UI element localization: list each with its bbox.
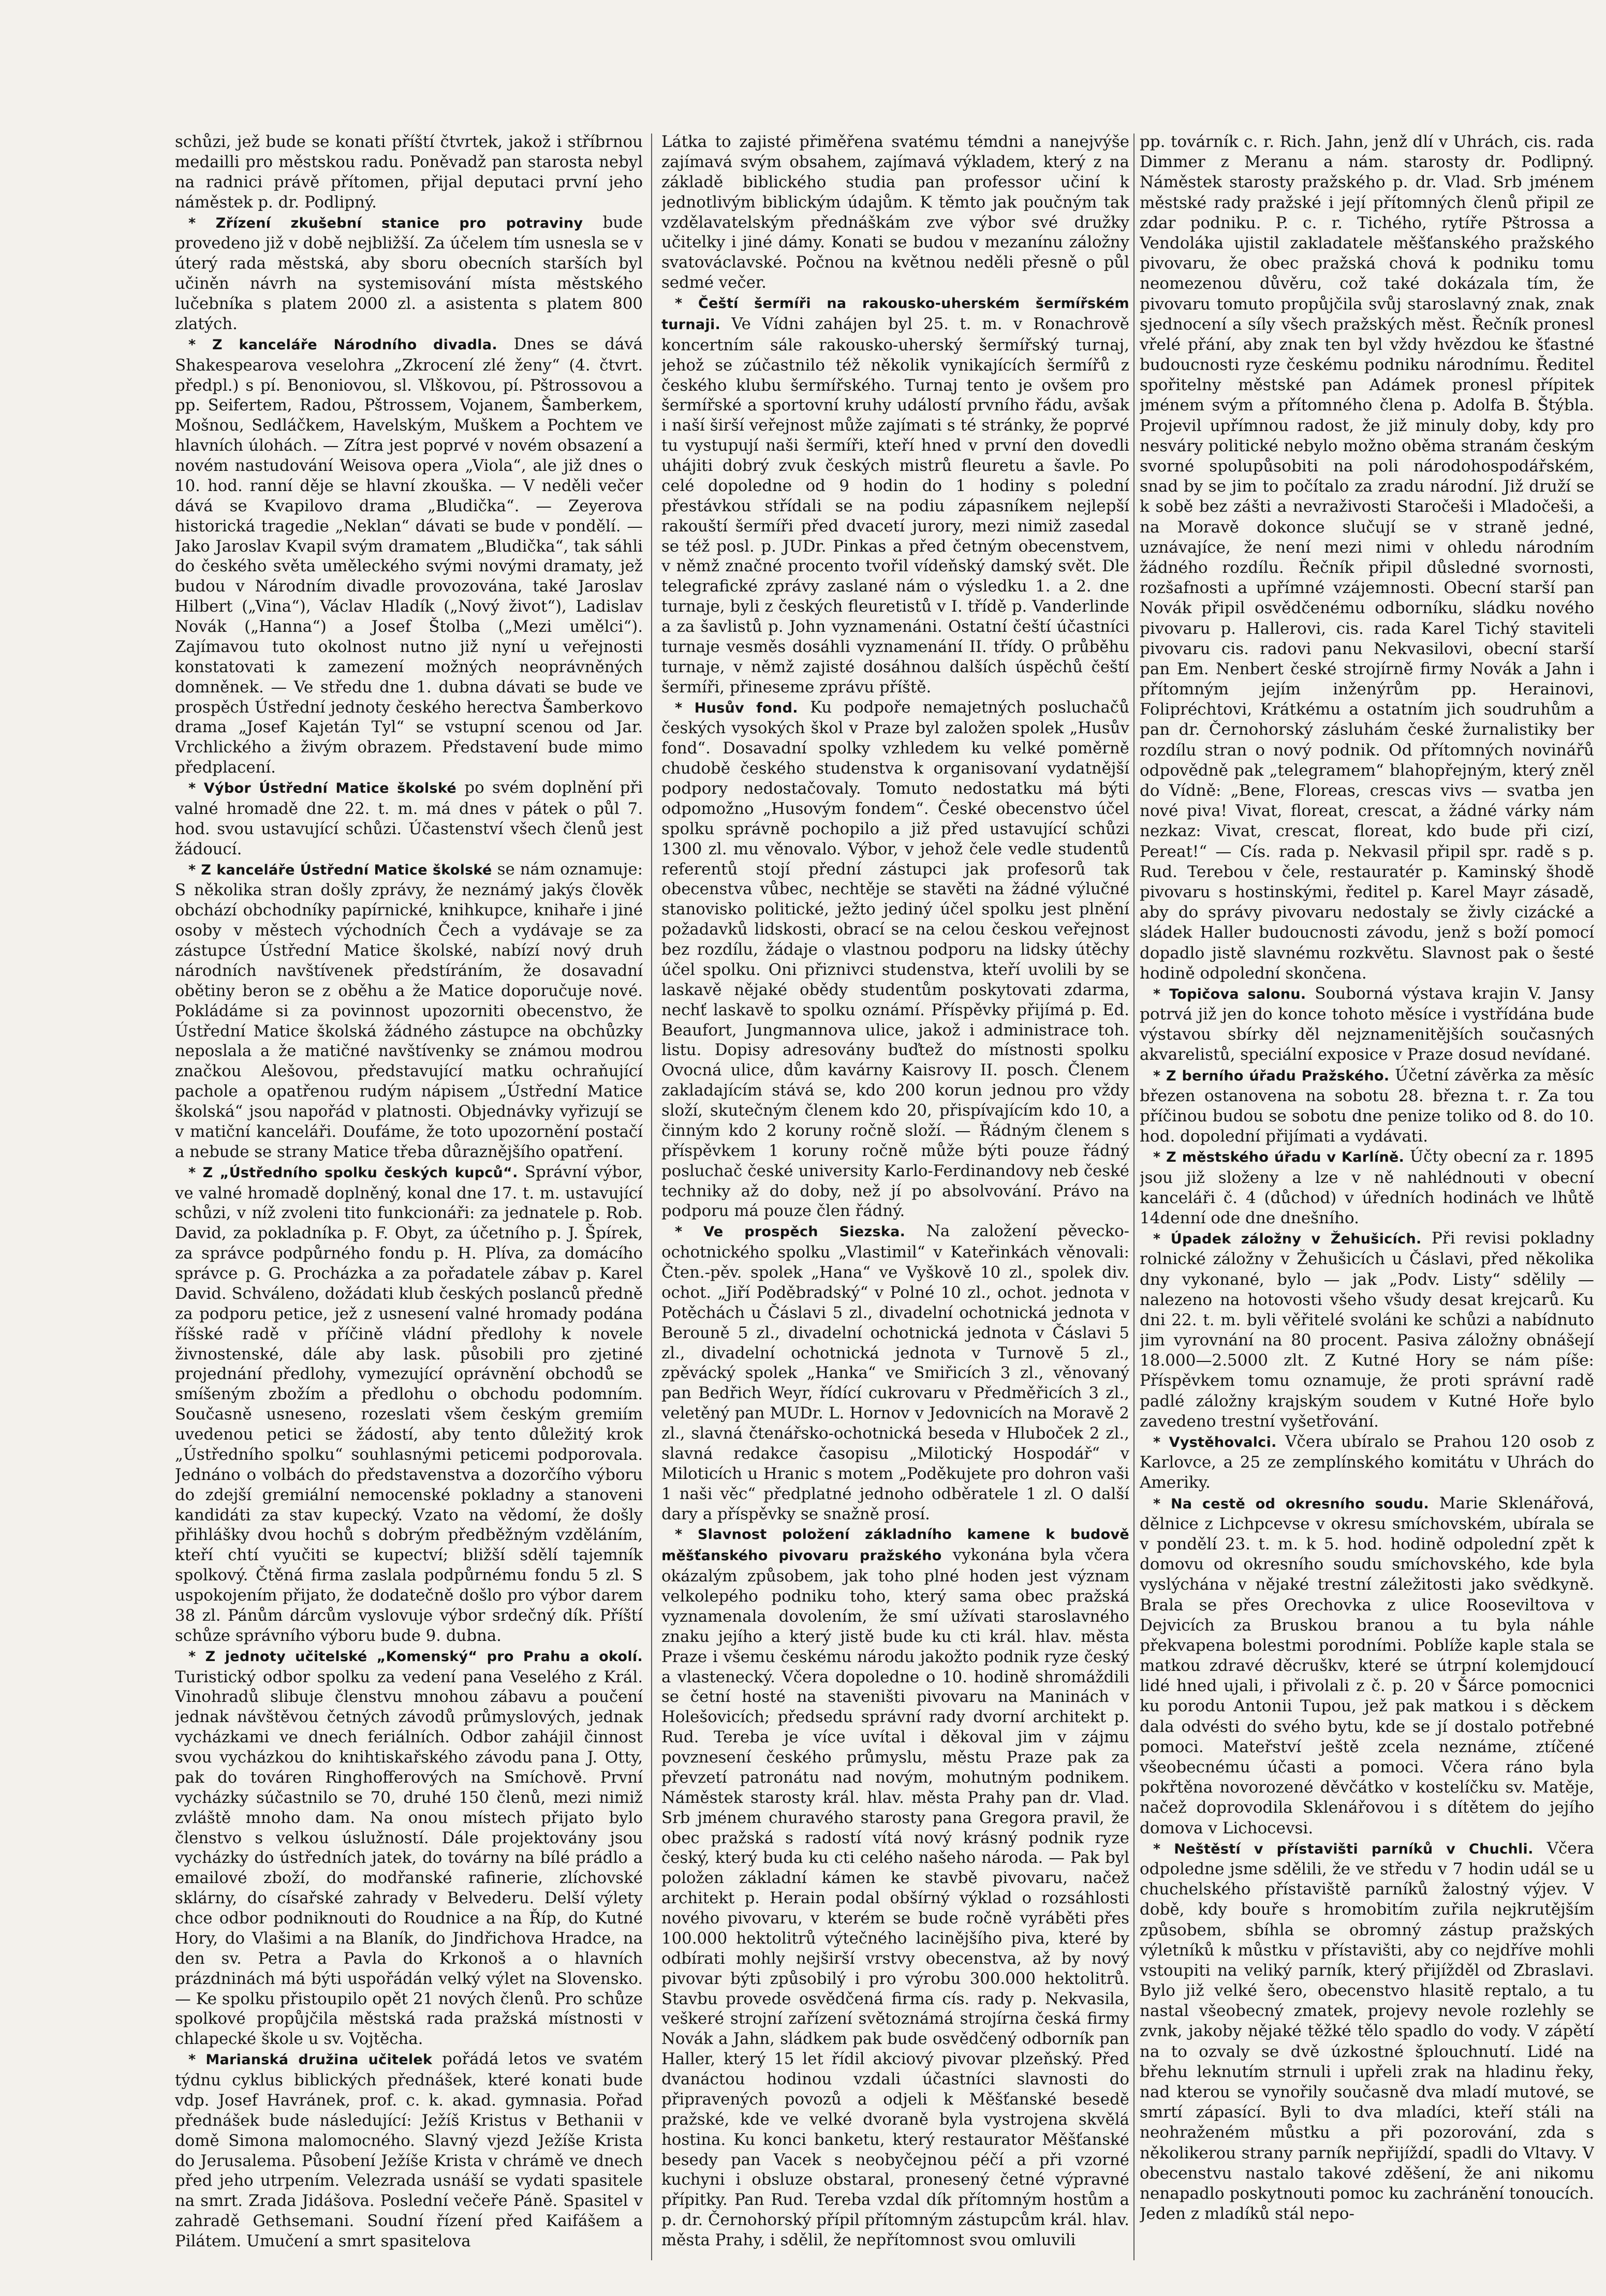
article-paragraph	[1140, 984, 1594, 1065]
article-paragraph	[1140, 1228, 1594, 1432]
article-paragraph	[661, 1221, 1129, 1524]
article-text: bude provedeno již v době nejbližší. Za účelem tím usnesla se v úterý rada městská, aby sboru obecních starších byl učiněn návrh na systemisování místa městského lučebníka s platem 2000 zl. a asistenta s platem 800 zlatých.	[175, 213, 643, 333]
article-heading: * Zřízení zkušební stanice pro potraviny	[188, 215, 583, 231]
article-text: Marie Sklenářová, dělnice z Lichpcevse v okresu smíchovském, ubírala se v pondělí 23. t. m. k 5. hod. hodině odpolední zpět k domovu od okresního soudu smíchovského, kde byla vyslýchána v nějaké trestní záležitosti jako svědkyně. Brala se přes Orechovka z ulice Rooseviltova v Dejvicích za Bruskou branou a tu byla náhle překvapena bolestmi porodními. Poblíže kaple stala se matkou zdravé děcruškv, které se útrpní kolemjdoucí lidé hned ujali, i přivolali z č. p. 20 v Šárce pomocnici ku porodu Antonii Tupou, jež pak matkou i s děckem dala odvésti do svého bytu, kde se jí dostalo potřebné pomoci. Mateřství ještě zcela neznáme, ztíčené všeobecnému účasti a pomoci. Včera ráno byla pokřtěna novorozené děvčátko v kostelíčku sv. Matěje, načež doprovodila Sklenářovou i s dítětem do jejího domova v Lichocevsi.	[1140, 1493, 1594, 1838]
article-paragraph	[175, 213, 643, 334]
article-text: Účetní závěrka za měsíc březen ostanovena na sobotu 28. března t. r. Za tou příčinou budou se sobotu dne penize toliko od 8. do 10. hod. dopolední přijímati a vydávati.	[1140, 1065, 1594, 1146]
article-heading: * Z kanceláře Národního divadla.	[188, 336, 497, 353]
article-paragraph	[1140, 132, 1594, 984]
article-paragraph	[1140, 1432, 1594, 1493]
article-heading: * Z jednoty učitelské „Komenský“ pro Prahu a okolí.	[188, 1648, 643, 1665]
article-text: Při revisi pokladny rolnické záložny v Žehušicích u Čáslavi, před několika dny vykonané, bylo — jak „Podv. Listy“ sdělily — nalezeno na hotovosti všeho všudy desat krejcarů. Ku dni 22. t. m. byli věřitelé svoláni ke schůzi a nabídnuto jim vyrovnání na 80 procent. Pasiva záložny obnášejí 18.000—2.5000 zlt. Z Kutné Hory se nám píše: Příspěvkem tomu oznamuje, že proti správní radě padlé záložny krajským soudem v Kutné Hoře bylo zavedeno trestní vyšetřování.	[1140, 1229, 1594, 1431]
article-text: pořádá letos ve svatém týdnu cyklus biblických přednášek, které konati bude vdp. Josef Havránek, prof. c. k. akad. gymnasia. Pořad přednášek bude následující: Ježíš Kristus v Bethanii v domě Simona malomocného. Slavný vjezd Ježíše Krista do Jerusalema. Působení Ježíše Krista v chrámě ve dnech před jeho utrpením. Velezrada usnáší se vydati spasitele na smrt. Zrada Jidášova. Poslední večeře Páně. Spasitel v zahradě Gethsemani. Soudní řízení před Kaifášem a Pilátem. Umučení a smrt spasitelova	[175, 2050, 643, 2250]
article-heading: * Čeští šermíři na rakousko-uherském šermířském turnaji.	[661, 295, 1129, 333]
article-text: Dnes se dává Shakespearova veselohra „Zkrocení zlé ženy“ (4. čtvrt. předpl.) s pí. Benoniovou, sl. Vlškovou, pí. Pštrossovou a pp. Seifertem, Radou, Pštrossem, Vojanem, Šamberkem, Mošnou, Sedláčkem, Havelským, Muškem a Pochtem ve hlavních úlohách. — Zítra jest poprvé v novém obsazení a novém nastudování Weisova opera „Viola“, ale již dnes o 10. hod. ranní děje se hlavní zkouška. — V neděli večer dává se Kvapilovo drama „Bludička“. — Zeyerova historická tragedie „Neklan“ dávati se bude v pondělí. — Jako Jaroslav Kvapil svým dramatem „Bludička“, tak sáhli do českého světa uměleckého svými novými dramaty, jež budou v Národním divadle provozována, také Jaroslav Hilbert („Vina“), Václav Hladík („Nový život“), Ladislav Novák („Hanna“) a Josef Štolba („Mezi umělci“). Zajímavou tuto okolnost nutno již nyní u veřejnosti konstatovati k zamezení možných neoprávněných domněnek. — Ve středu dne 1. dubna dávati se bude ve prospěch Ústřední jednoty českého herectva Šamberkovo drama „Josef Kajetán Tyl“ se vstupní scenou od Jar. Vrchlického a živým obrazem. Představení bude mimo předplacení.	[175, 334, 643, 777]
article-paragraph	[1140, 1065, 1594, 1147]
article-paragraph	[175, 778, 643, 860]
article-text: schůzi, jež bude se konati příští čtvrtek, jakož i stříbrnou medailli pro městskou radu. Poněvadž pan starosta nebyl na radnici právě přítomen, přijal deputaci první jeho náměstek p. dr. Podlipný.	[175, 132, 643, 212]
article-paragraph	[175, 860, 643, 1162]
article-paragraph	[175, 1162, 643, 1646]
article-paragraph	[1140, 1493, 1594, 1839]
article-heading: * Na cestě od okresního soudu.	[1153, 1495, 1430, 1512]
article-text: se nám oznamuje: S několika stran došly zprávy, že neznámý jakýs člověk obchází obchodníky papírnické, knihkupce, knihaře i jiné osoby v městech východních Čech a vydávaje se za zástupce Ústřední Matice školské, nabízí nový druh národních navštívenek předstíráním, že dosavadní obětiny beron se z oběhu a že Matice doporučuje nové. Pokládáme si za povinnost upozorniti obecenstvo, že Ústřední Matice školská žádného zástupce na obchůzky neposlala a že matičné navštívenky se známou modrou značkou Alešovou, představující matku ochraňující pachole a opatřenou rudým nápisem „Ústřední Matice školská“ jsou napořád v platnosti. Objednávky vyřizují se v matiční kanceláři. Doufáme, že toto upozornění postačí a nebude se strany Matice třeba důraznějšího opatření.	[175, 860, 643, 1161]
article-paragraph	[661, 1524, 1129, 2250]
article-text: pp. továrník c. r. Rich. Jahn, jenž dlí v Uhrách, cis. rada Dimmer z Meranu a nám. starosty dr. Podlipný. Náměstek starosty pražského p. dr. Vlad. Srb jménem městské rady pražské i její přítomných členů připil ze zdar podniku. P. c. r. Tichého, rytíře Pštrossa a Vendoláka ujistil zakladatele měšťanského pražského pivovaru, že obec pražská chová k podniku tomu neomezenou důvěru, což také dokázala tím, že pivovaru tomuto propůjčila svůj staroslavný znak, znak sjednocení a síly všech pražských měst. Řečník pronesl vřelé přání, aby znak ten byl vždy hvězdou ke šťastné budoucnosti ryze českému podniku národnímu. Ředitel spořitelny městské pan Adámek pronesl přípitek jménem svým a přítomného člena p. Adolfa B. Štýbla. Projevil upřímnou radost, že již minuly doby, kdy pro nesváry politické nebylo možno oběma stranám českým svorné spolupůsobiti na poli národohospodářském, snad by se jim to počítalo za zradu národní. Již druží se k sobě bez zášti a nevraživosti Staročeši i Mladočeši, a na Moravě dokonce slučují se v straně jedné, uznávajíce, že není mezi nimi v ohledu národním žádného rozdílu. Řečník připil důsledné svornosti, rozšafnosti a upřímné vzájemnosti. Obecní starší pan Novák připil osvědčenému odborníku, sládku nového pivovaru p. Hallerovi, cis. rada Karel Tichý staviteli pivovaru cis. radovi panu Nekvasilovi, obecní starší pan Em. Nenbert české strojírně firmy Novák a Jahn i přítomným jejím inženýrům pp. Herainovi, Folipréchtovi, Krátkému a ostatním jich soudruhům a pan dr. Černohorský zásluhám české žurnalistiky ber rozdílu stran o nový podnik. Od přítomných novinářů odpovědně pak „telegramem“ blahopřejným, který zněl do Vídně: „Bene, Floreas, crescas vivs — svatba jen nové piva! Vivat, floreat, crescat, a žádné várky nám nezkaz: Vivat, crescat, floreat, kdo bude při cizí, Pereat!“ — Cís. rada p. Nekvasil připil spr. radě s p. Rud. Terebou v čele, restauratér p. Kaminský šhodě pivovaru s hostinskými, ředitel p. Karel Mayr zásadě, aby do správy pivovaru nedostaly se živly cizácké a sládek Haller budoucnosti závodu, jenž s boží pomocí dopadlo jistě slavnému rozkvětu. Slavnost pak o šesté hodině odpolední skončena.	[1140, 132, 1594, 983]
article-paragraph	[175, 2049, 643, 2251]
article-paragraph	[1140, 1839, 1594, 2225]
article-text: Látka to zajisté přiměřena svatému témdni a nanejvýše zajímavá svým obsahem, zajímavá výkladem, který z na základě biblického studia pan professor učiní k jednotlivým biblickým údajům. K těmto jak poučným tak vzdělavatelským přednáškám zve výbor své družky učitelky i jiné dámy. Konati se budou v mezanínu záložny svatováclavské. Počnou na květnou neděli přesně o půl sedmé večer.	[661, 132, 1129, 292]
column-3	[1140, 132, 1594, 2264]
article-text: Na založení pěvecko-ochotnického spolku „Vlastimil“ v Kateřinkách věnovali: Čten.-pěv. spolek „Hana“ ve Vyškově 10 zl., spolek div. ochot. „Jiří Poděbradský“ v Polné 10 zl., ochot. jednota v Potěchách u Čáslavi 5 zl., divadelní ochotnická jednota v Berouně 5 zl., divadelní ochotnická jednota v Čáslavi 5 zl., divadelní ochotnická jednota v Turnově 5 zl., zpěvácký spolek „Hanka“ ve Smiřicích 3 zl., věnovaný pan Bedřich Weyr, řídící cukrovaru v Předměřicích 3 zl., veletěný pan MUDr. L. Hornov v Jedovnicích na Moravě 2 zl., slavná čtenářsko-ochotnická beseda v Hluboček 2 zl., slavná redakce časopisu „Milotický Hospodář“ v Miloticích u Hranic s motem „Poděkujete pro dohron vaši 1 naši věc“ předplatné jednoho odběratele 1 zl. O další dary a příspěvky se snažně prosí.	[661, 1222, 1129, 1523]
article-heading: * Úpadek záložny v Žehušicích.	[1153, 1231, 1422, 1248]
article-heading: * Z „Ústředního spolku českých kupců“.	[188, 1164, 518, 1181]
article-paragraph	[175, 132, 643, 213]
article-paragraph	[661, 132, 1129, 293]
article-text: Účty obecní za r. 1895 jsou již složeny a lze v ně nahlédnouti v obecní kanceláři č. 4 (důchod) v úředních hodinách ve lhůtě 14denní ode dne dnešního.	[1140, 1147, 1594, 1227]
article-text: Ku podpoře nemajetných posluchačů českých vysokých škol v Praze byl založen spolek „Husův fond“. Dosavadní spolky vzhledem ku velké poměrně chudobě českého studenstva k organisovaní vydatnější podpory nedostačovaly. Tomuto nedostatku má býti odpomožno „Husovým fondem“. České obecenstvo účel spolku správně pochopilo a již před ustavující schůzi 1300 zl. mu věnovalo. Výbor, v jehož čele vedle studentů referentů stojí přední zástupci jak profesorů tak obecenstva vůbec, nechtěje se stavěti na žádné výlučné stanovisko politické, ježto jediný účel spolku jest plnění požadavků lidskosti, obrací se na celou českou veřejnost bez rozdílu, žádaje o vlastnou podporu na lidsky útěchy účel spolku. Oni přiznivci studenstva, kteří uvolili by se laskavě nějaké obědy studentům poskytovati zdarma, nechť laskavě to spolku oznámí. Příspěvky přijímá p. Ed. Beaufort, Jungmannova ulice, jakož i administrace toh. listu. Dopisy adresovány buďtež do místnosti spolku Ovocná ulice, dům kavárny Kaisrovy II. posch. Členem zakladajícím stává se, kdo 200 korun jednou pro vždy složí, skutečným členem kdo 20, přispívajícím kdo 10, a činným kdo 2 koruny ročně složí. — Řádným členem s příspěvkem 1 koruny ročně může býti pouze řádný posluchač české university Karlo-Ferdinandovy neb české techniky až do doby, než jí po absolvování. Právo na podporu má pouze člen řádný.	[661, 698, 1129, 1221]
article-text: po svém doplnění při valné hromadě dne 22. t. m. má dnes v pátek o půl 7. hod. svou ustavující schůzi. Účastenství všech členů jest žádoucí.	[175, 778, 643, 858]
article-text: Souborná výstava krajin V. Jansy potrvá již jen do konce tohoto měsíce i vystřídána bude výstavou sbírky děl nejznamenitějších současných akvarelistů, speciální exposice v Praze dosud nevídané.	[1140, 984, 1594, 1064]
article-text: Správní výbor, ve valné hromadě doplněný, konal dne 17. t. m. ustavující schůzi, v níž zvoleni tito funkcionáři: za jednatele p. Rob. David, za pokladníka p. F. Obyt, za účetního p. J. Špírek, za správce podpůrného fondu p. H. Plíva, za domácího správce p. G. Procházka a za pořadatele zábav p. Karel David. Schváleno, dožádati klub českých poslanců předně za podporu petice, jež z usnesení valné hromady podána říšské radě v příčině vládní předlohy k novele živnostenské, dále aby lask. působili pro zjetiné projednání předlohy, vymezující oprávnění obchodů se smíšeným zbožím a předlohu o obchodu podomním. Současně usneseno, rozeslati všem českým gremiím uvedenou petici se žádostí, aby tento důležitý krok „Ústředního spolku“ souhlasnými peticemi podporovala. Jednáno o volbách do představenstva a dozorčího výboru do zdejší gremiální nemocenské pokladny a stanoveni kandidáti za stav kupecký. Vzato na vědomí, že došly přihlášky dvou hochů s dobrým předběžným vzděláním, kteří chtí vyučiti se kupectví; bližší sdělí tajemník spolkový. Čtěná firma zaslala podpůrnému fondu 5 zl. S uspokojením přijato, že dodatečně došlo pro výbor darem 38 zl. Pánům dárcům vyslovuje výbor srdečný dík. Příští schůze správního výboru bude 9. dubna.	[175, 1162, 643, 1645]
article-heading: * Výbor Ústřední Matice školské	[188, 780, 456, 796]
column-1	[175, 132, 643, 2264]
article-heading: * Marianská družina učitelek	[188, 2052, 433, 2068]
article-heading: * Z kanceláře Ústřední Matice školské	[188, 862, 492, 878]
article-heading: * Topičova salonu.	[1153, 986, 1306, 1002]
article-paragraph	[175, 1646, 643, 2050]
article-text: Včera ubíralo se Prahou 120 osob z Karlovce, a 25 ze zemplínského komitátu v Uhrách do Ameriky.	[1140, 1432, 1594, 1492]
article-heading: * Z berního úřadu Pražského.	[1153, 1068, 1390, 1084]
article-paragraph	[661, 698, 1129, 1222]
article-heading: * Neštěstí v přístavišti parníků v Chuchli.	[1153, 1841, 1534, 1857]
article-text: Včera odpoledne jsme sdělili, že ve středu v 7 hodin udál se u chuchelského přístaviště parníků žalostný výjev. V době, kdy bouře s hromobitím zuřila nejkrutějším způsobem, sbíhla se obromný zástup pražských výletníků k můstku v přístavišti, aby co nejdříve mohli vstoupiti na veliký parník, který přijížděl od Zbraslavi. Bylo již velké šero, obecenstvo hlasitě reptalo, a tu nastal všeobecný zmatek, projevy nevole rozlehly se zvnk, jakoby nějaké těžké tělo spadlo do vody. V zápětí na to ozvaly se dvě úzkostné šplouchnutí. Lidé na břehu leknutím strnuli i upřeli zrak na hladinu řeky, nad kterou se vynořily současně dva mladí mutové, se smrtí zápasící. Byli to dva mladíci, kteří stáli na neohraženém můstku a při pozorování, zda s několikerou strany parník nepřijíždí, spadli do Vltavy. V obecenstvu nastalo takové zděšení, že ani nikomu nenapadlo poskytnouti pomoc ku zachránění tonoucích. Jeden z mladíků stál nepo-	[1140, 1839, 1594, 2224]
article-heading: * Vystěhovalci.	[1153, 1434, 1277, 1450]
article-text: vykonána byla včera okázalým způsobem, jak toho plné hoden jest význam velkolepého podniku toho, který sama obec pražská vyznamenala dovolením, že smí užívati staroslavného znaku jejího a který jistě bude ku cti král. hlav. města Praze i všemu českému národu jakožto podnik ryze český a vlastenecký. Včera dopoledne o 10. hodině shromáždili se četní hosté na staveništi pivovaru na Maninách v Holešovicích; předsedu správní rady dvorní architekt p. Rud. Tereba je více uvítal i děkoval jim v zájmu povznesení českého průmyslu, městu Praze pak za převzetí patronátu nad novým, mohutným podnikem. Náměstek starosty král. hlav. města Prahy pan dr. Vlad. Srb jménem churavého starosty pana Gregora pravil, že obec pražská s radostí vítá nový krásný podnik ryze český, který buda ku cti celého našeho národa. — Pak byl položen základní kámen ke stavbě pivovaru, načež architekt p. Herain podal obšírný výklad o rozsáhlosti nového pivovaru, v kterém se bude ročně vyráběti přes 100.000 hektolitrů výtečného lacinějšího piva, které by odbírati mohly nejširší vrstvy obecenstva, až by nový pivovar býti způsobilý i pro výrobu 300.000 hektolitrů. Stavbu provede osvědčená firma cís. rady p. Nekvasila, veškeré strojní zařízení světoznámá strojírna česká firmy Novák a Jahn, sládkem pak bude osvědčený odborník pan Haller, který 15 let řídil akciový pivovar plzeňský. Před dvanáctou hodinou vzdali účastníci slavnosti do připravených povozů a odjeli k Měšťanské besedě pražské, kde ve velké dvoraně byla vystrojena skvělá hostina. Ku konci banketu, který restaurator Měšťanské besedy pan Vacek s neobyčejnou péčí a při vzorné kuchyni i obsluze obstaral, pronesený četné výpravné přípitky. Pan Rud. Tereba vzdal dík přítomným hostům a p. dr. Černohorský přípil přítomným zástupcům král. hlav. města Prahy, i sdělil, že nepřítomnost svou omluvili	[661, 1546, 1129, 2249]
column-rule	[1133, 134, 1134, 2260]
article-heading: * Z městského úřadu v Karlíně.	[1153, 1149, 1405, 1166]
article-paragraph	[661, 293, 1129, 698]
article-text: Turistický odbor spolku za vedení pana Veselého z Král. Vinohradů slibuje členstvu mnohou zábavu a poučení jednak návštěvou četných závodů průmyslových, jednak vycházkami ve dnech feriálních. Odbor zahájil činnost svou vycházkou do knihtiskařského závodu pana J. Otty, pak do továren Ringhofferových na Smíchově. První vycházky súčastnilo se 70, druhé 150 členů, mezi nimiž zvláště mnoho dam. Na onou místech přijato bylo členstvo s velkou úslužností. Dále projektovány jsou vycházky do ústředních jatek, do továrny na bílé prádlo a emailové zboží, do modřanské rafinerie, zlíchovské sklárny, do císařské zahrady v Belvederu. Delší výlety chce odbor podniknouti do Roudnice a na Říp, do Kutné Hory, do Vlašimi a na Blaník, do Jindřichova Hradce, na den sv. Petra a Pavla do Krkonoš a o hlavních prázdninách má býti uspořádán velký výlet na Slovensko. — Ke spolku přistoupilo opět 21 nových členů. Pro schůze spolkové propůjčila městská rada pražská místnosti v chlapecké škole u sv. Vojtěcha.	[175, 1667, 643, 2049]
article-heading: * Ve prospěch Siezska.	[675, 1224, 906, 1240]
article-paragraph	[175, 334, 643, 778]
article-paragraph	[1140, 1147, 1594, 1228]
article-heading: * Husův fond.	[675, 700, 798, 716]
column-rule	[651, 134, 652, 2260]
article-text: Ve Vídni zahájen byl 25. t. m. v Ronachrově koncertním sále rakousko-uherský šermířský turnaj, jehož se zúčastnilo též několik vynikajících šermířů z českého klubu šermířského. Turnaj tento je ovšem pro šermířské a sportovní kruhy událostí prvního řádu, avšak i naší širší veřejnost může zajímati s té stránky, že poprvé tu vystupují naši šermíři, kteří hned v první den dovedli uhájiti dobrý zvuk českých mistrů fleuretu a šavle. Po celé dopoledne od 9 hodin do 1 hodiny s polední přestávkou střídali se na podiu zápasníkem nejlepší rakouští šermíři před dvacetí jurory, mezi nimiž zasedal se též posl. p. JUDr. Pinkas a před četným obecenstvem, v němž značné procento tvořil vídeňský damský svět. Dle telegrafické zprávy zaslané nám o výsledku 1. a 2. dne turnaje, byli z českých fleuretistů v I. třídě p. Vanderlinde a za šavlistů p. John vyznamenáni. Ostatní čeští účastníci turnaje vesměs dosáhli vyznamenání II. třídy. O průběhu turnaje, v němž zajisté dosáhnou dalších úspěchů čeští šermíři, přineseme zprávu příště.	[661, 314, 1129, 697]
article-heading: * Slavnost položení základního kamene k budově měšťanského pivovaru pražského	[661, 1527, 1129, 1564]
column-2	[661, 132, 1129, 2264]
